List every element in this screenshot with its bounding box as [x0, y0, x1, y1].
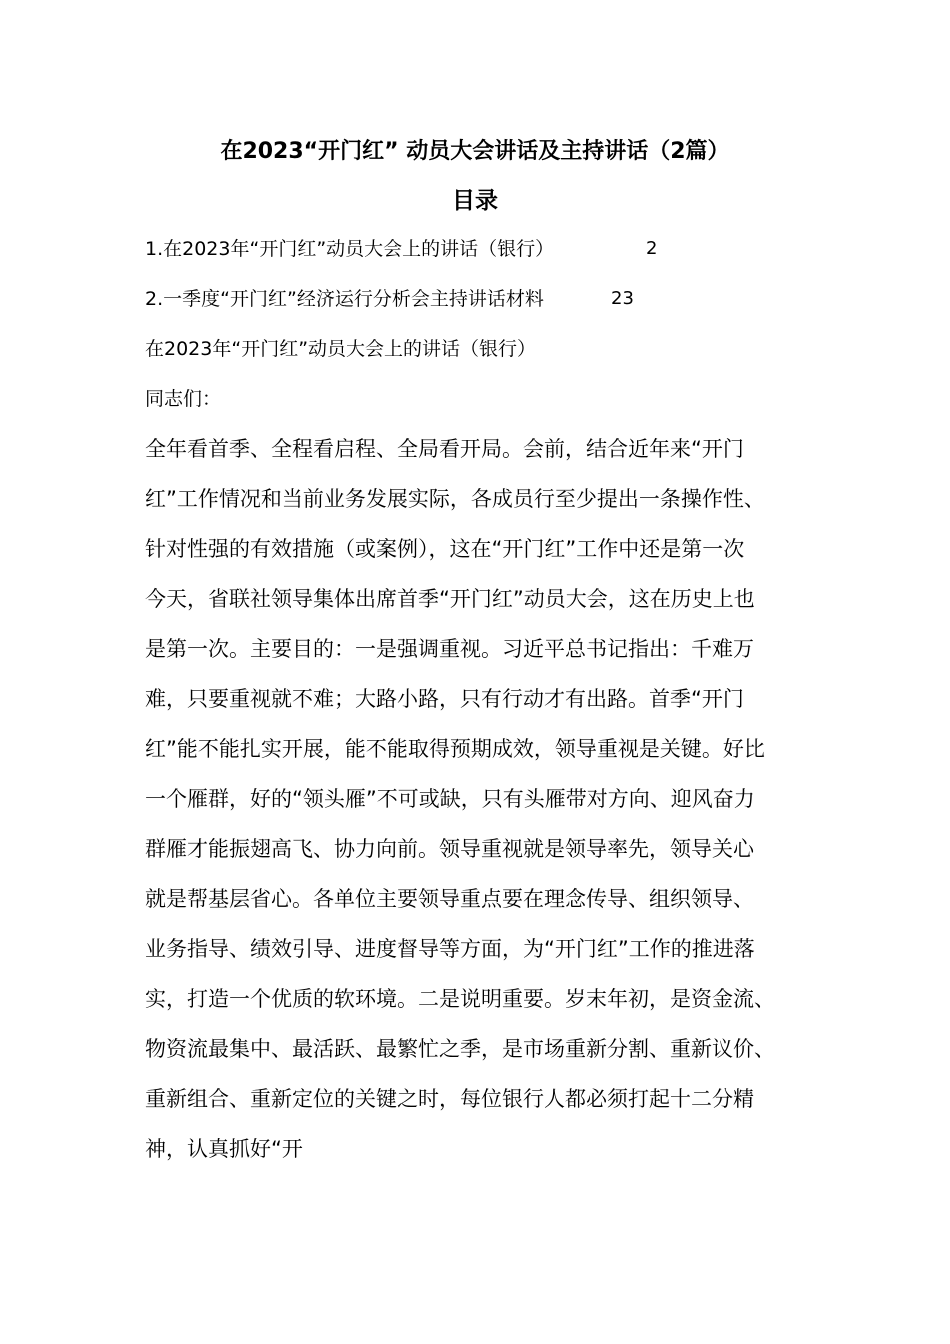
- body-line: 难，只要重视就不难；大路小路，只有行动才有出路。首季“开门: [145, 687, 744, 711]
- toc-entry-1-page: 2: [646, 238, 658, 259]
- body-line: 物资流最集中、最活跃、最繁忙之季，是市场重新分割、重新议价、: [145, 1037, 775, 1061]
- body-line: 实，打造一个优质的软环境。二是说明重要。岁末年初，是资金流、: [145, 987, 775, 1011]
- document-title: 在2023“开门红” 动员大会讲话及主持讲话（2篇）: [220, 139, 730, 164]
- body-line: 针对性强的有效措施（或案例），这在“开门红”工作中还是第一次: [145, 537, 745, 561]
- body-line: 红”工作情况和当前业务发展实际，各成员行至少提出一条操作性、: [145, 487, 765, 511]
- body-line: 神，认真抓好“开: [145, 1137, 303, 1161]
- body-line: 红”能不能扎实开展，能不能取得预期成效，领导重视是关键。好比: [145, 737, 765, 761]
- body-line: 一个雁群，好的“领头雁”不可或缺，只有头雁带对方向、迎风奋力: [145, 787, 755, 811]
- body-line: 是第一次。主要目的：一是强调重视。习近平总书记指出：千难万: [145, 637, 754, 661]
- section-title: 在2023年“开门红”动员大会上的讲话（银行）: [145, 338, 537, 360]
- body-line: 就是帮基层省心。各单位主要领导重点要在理念传导、组织领导、: [145, 887, 754, 911]
- toc-entry-1-text: 1.在2023年“开门红”动员大会上的讲话（银行）: [145, 238, 555, 260]
- salutation: 同志们：: [145, 388, 222, 410]
- toc-entry-2-page: 23: [611, 288, 634, 309]
- body-line: 全年看首季、全程看启程、全局看开局。会前，结合近年来“开门: [145, 437, 744, 461]
- toc-heading: 目录: [452, 188, 498, 214]
- toc-entry-2-text: 2.一季度“开门红”经济运行分析会主持讲话材料: [145, 288, 544, 310]
- body-line: 重新组合、重新定位的关键之时，每位银行人都必须打起十二分精: [145, 1087, 754, 1111]
- body-line: 今天，省联社领导集体出席首季“开门红”动员大会，这在历史上也: [145, 587, 755, 611]
- body-line: 群雁才能振翅高飞、协力向前。领导重视就是领导率先，领导关心: [145, 837, 754, 861]
- body-line: 业务指导、绩效引导、进度督导等方面，为“开门红”工作的推进落: [145, 937, 755, 961]
